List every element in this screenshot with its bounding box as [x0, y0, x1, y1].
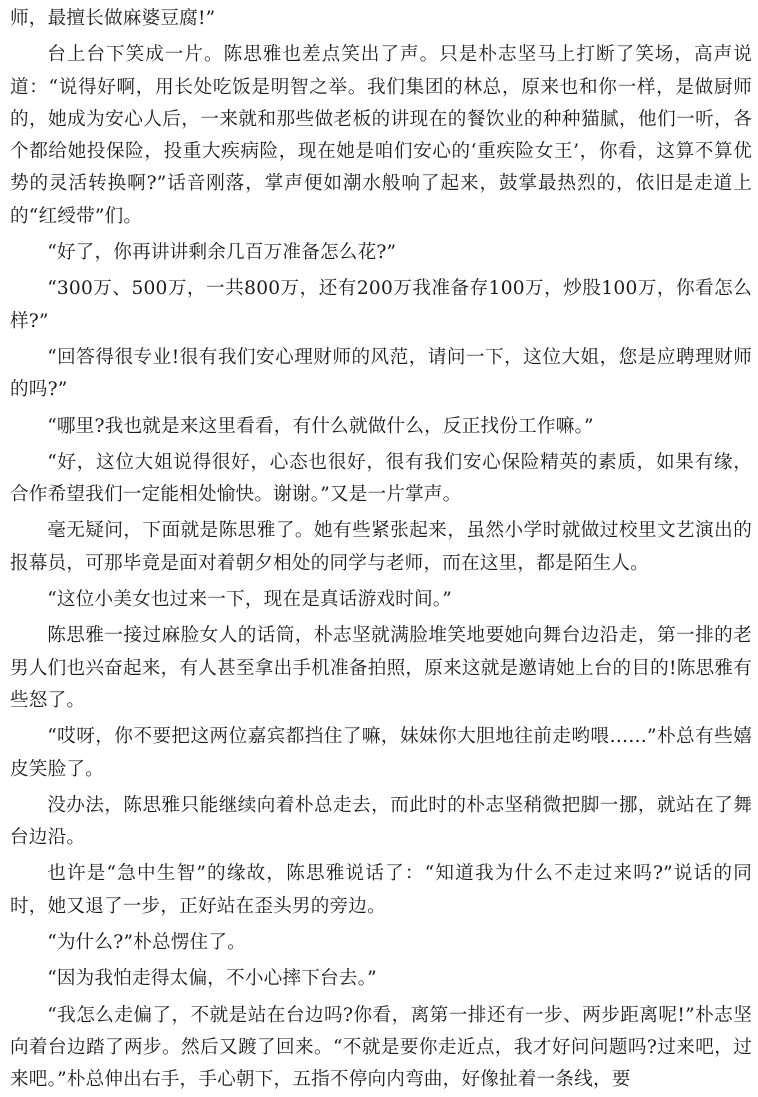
- paragraph-11: “哎呀，你不要把这两位嘉宾都挡住了嘛，妹妹你大胆地往前走哟喂……”朴总有些嬉皮笑脸了。: [10, 726, 752, 780]
- paragraph-15: “因为我怕走得太偏，不小心摔下台去。”: [47, 968, 377, 990]
- document-page: [10, 0, 752, 1097]
- paragraph-7: “好，这位大姐说得很好，心态也很好，很有我们安心保险精英的素质，如果有缘，合作希望我们一定能相处愉快。谢谢。”又是一片掌声。: [10, 451, 752, 506]
- paragraph-1: 师，最擅长做麻婆豆腐!”: [10, 8, 216, 29]
- paragraph-4: “300万、500万，一共800万，还有200万我准备存100万，炒股100万，你看怎么样?”: [10, 278, 752, 332]
- paragraph-16: “我怎么走偏了，不就是站在台边吗?你看，离第一排还有一步、两步距离呢!”朴志坚向着台边踏了两步。然后又踱了回来。“不就是要你走近点，我才好问问题吗?过来吧，过来吧。”朴总伸出右手，手心朝下，五指不停向内弯曲，好像扯着一条线，要: [10, 1004, 752, 1091]
- paragraph-8: 毫无疑问，下面就是陈思雅了。她有些紧张起来，虽然小学时就做过校里文艺演出的报幕员，可那毕竟是面对着朝夕相处的同学与老师，而在这里，都是陌生人。: [10, 520, 752, 574]
- paragraph-9: “这位小美女也过来一下，现在是真话游戏时间。”: [47, 589, 452, 611]
- paragraph-10: 陈思雅一接过麻脸女人的话筒，朴志坚就满脸堆笑地要她向舞台边沿走，第一排的老男人们也兴奋起来，有人甚至拿出手机准备拍照，原来这就是邀请她上台的目的!陈思雅有些怒了。: [10, 625, 752, 711]
- paragraph-13: 也许是“急中生智”的缘故，陈思雅说话了：“知道我为什么不走过来吗?”说话的同时，她又退了一步，正好站在歪头男的旁边。: [10, 863, 752, 917]
- paragraph-3: “好了，你再讲讲剩余几百万准备怎么花?”: [47, 242, 397, 264]
- paragraph-6: “哪里?我也就是来这里看看，有什么就做什么，反正找份工作嘛。”: [47, 415, 594, 437]
- paragraph-5: “回答得很专业!很有我们安心理财师的风范，请问一下，这位大姐，您是应聘理财师的吗?”: [10, 346, 752, 401]
- paragraph-12: 没办法，陈思雅只能继续向着朴总走去，而此时的朴志坚稍微把脚一挪，就站在了舞台边沿。: [10, 794, 752, 849]
- paragraph-14: “为什么?”朴总愣住了。: [47, 932, 246, 954]
- paragraph-2: 台上台下笑成一片。陈思雅也差点笑出了声。只是朴志坚马上打断了笑场，高声说道：“说得好啊，用长处吃饭是明智之举。我们集团的林总，原来也和你一样，是做厨师的，她成为安心人后，一来就和那些做老板的讲现在的餐饮业的种种猫腻，他们一听，各个都给她投保险，投重大疾病险，现在她是咱们安心的‘重疾险女王’，你看，这算不算优势的灵活转换啊?”话音刚落，掌声便如潮水般响了起来，鼓掌最热烈的，依旧是走道上的“红绶带”们。: [10, 44, 752, 227]
